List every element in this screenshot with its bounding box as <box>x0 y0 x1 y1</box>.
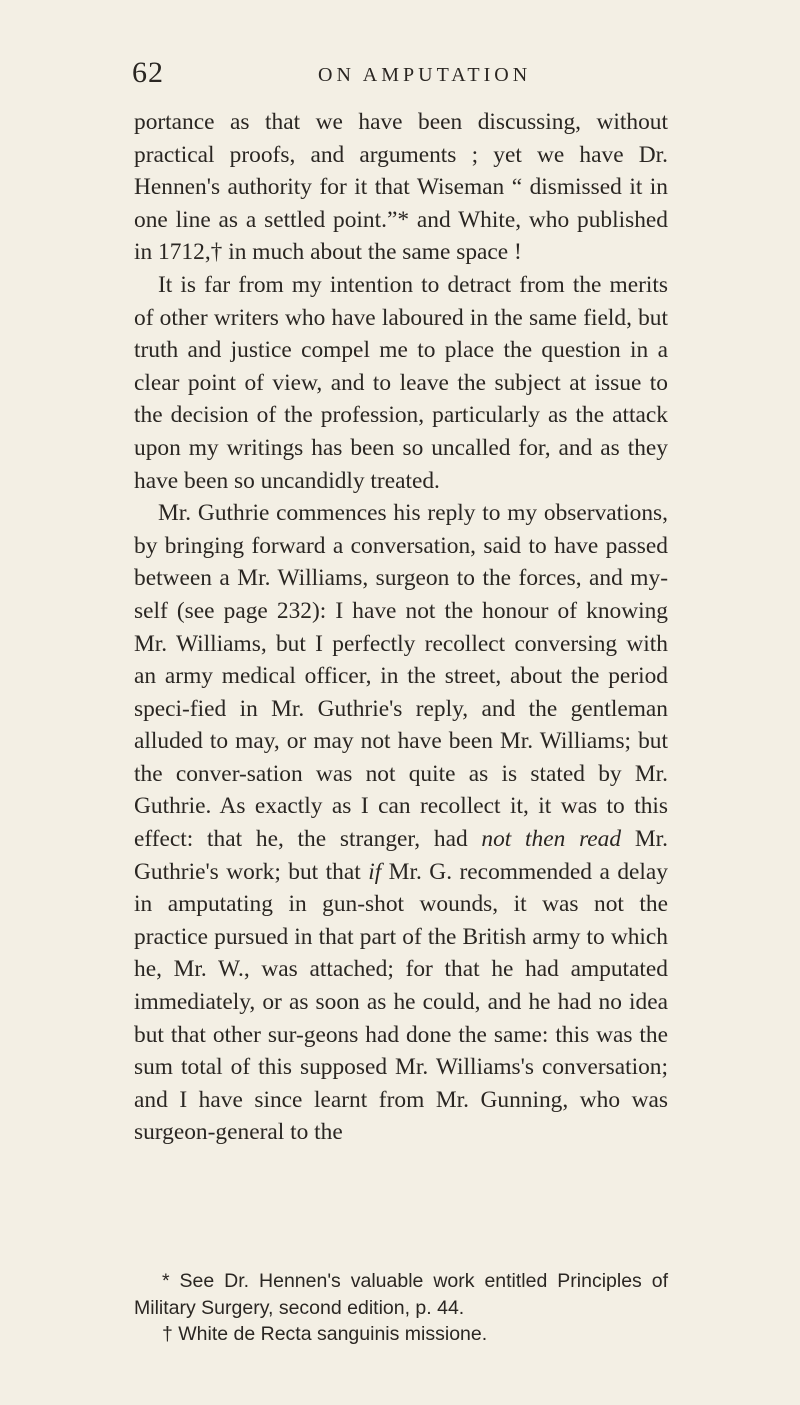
page-header <box>132 56 668 96</box>
paragraph-segment: Mr. G. recommended a delay in amputating in gun-shot wounds, it was not the practice pursued in that part of the British army to which he, Mr. W., was attached; for that he had amputated immediately, or as soon as he could, and he had no idea but that other sur-geons had done the same: this was the sum total of this supposed Mr. Williams's conversation; and I have since learnt from Mr. Gunning, who was surgeon-general to the <box>134 858 668 1146</box>
italic-phrase: not then read <box>481 826 622 853</box>
paragraph-continued: portance as that we have been discussing, without practical proofs, and arguments ; yet we have Dr. Hennen's authority for it that Wiseman “ dismissed it in one line as a settled point.”* and White, who published in 1712,† in much about the same space ! <box>134 109 668 266</box>
paragraph: It is far from my intention to detract from the merits of other writers who have laboured in the same field, but truth and justice compel me to place the question in a clear point of view, and to leave the subject at issue to the decision of the profession, particularly as the attack upon my writings has been so uncalled for, and as they have been so uncandidly treated. <box>134 271 668 494</box>
paragraph <box>134 497 668 1149</box>
paragraph-segment: Mr. Guthrie commences his reply to my observations, by bringing forward a conversation, said to have passed between a Mr. Williams, surgeon to the forces, and my-self (see page 232): I have not the honour of knowing Mr. Williams, but I perfectly recollect conversing with an army medical officer, in the street, about the period speci-fied in Mr. Guthrie's reply, and the gentleman alluded to may, or may not have been Mr. Williams; but the conver-sation was not quite as is stated by Mr. Guthrie. As exactly as I can recollect it, it was to this effect: that he, the stranger, had <box>134 500 668 853</box>
page-number: 62 <box>132 56 164 89</box>
footnote-dagger: † White de Recta sanguinis missione. <box>162 1323 488 1345</box>
running-head: ON AMPUTATION <box>318 64 532 86</box>
italic-word: if <box>368 858 382 885</box>
footnotes <box>134 1268 668 1348</box>
footnote-asterisk: * See Dr. Hennen's valuable work entitled Principles of Military Surgery, second edition, p. 44. <box>134 1270 668 1319</box>
paragraph-segment: Mr. Guthrie's work; but that <box>134 826 668 885</box>
body-text <box>134 106 668 1149</box>
